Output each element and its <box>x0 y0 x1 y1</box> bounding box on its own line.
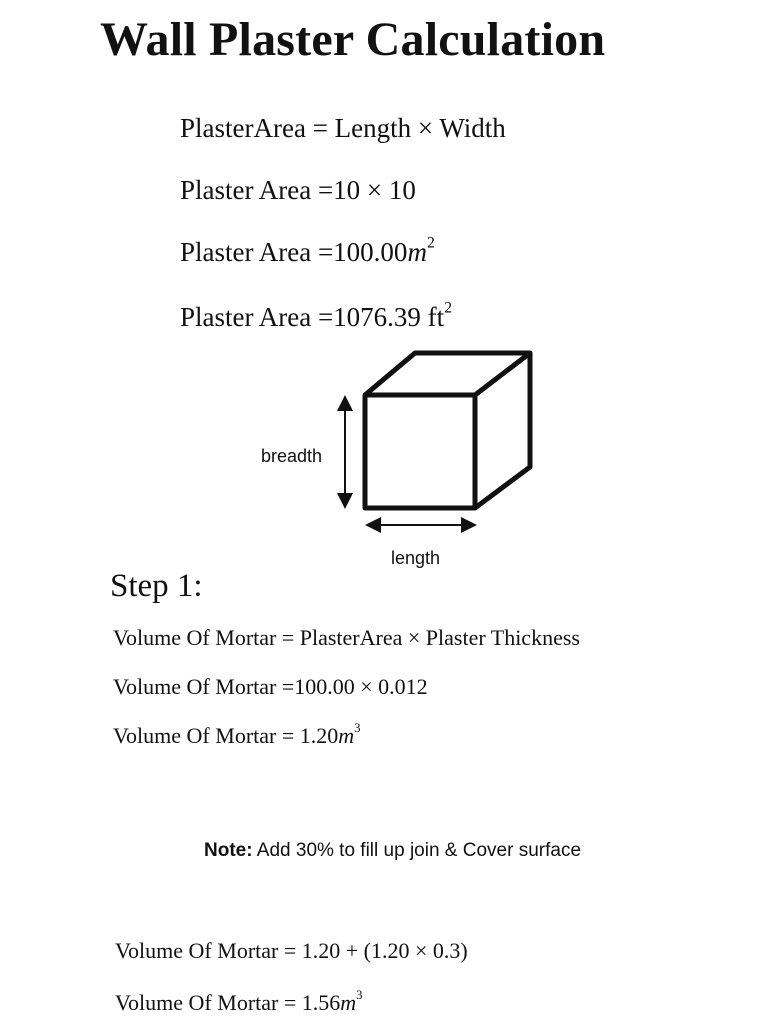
cube-top-face <box>365 353 530 395</box>
unit-exponent: 2 <box>444 299 453 317</box>
mortar-volume-value: Volume Of Mortar = 1.20 <box>113 723 339 748</box>
plaster-area-ft2-value: Plaster Area =1076.39 ft <box>180 302 445 332</box>
page-title: Wall Plaster Calculation <box>100 13 606 66</box>
adjusted-volume-result <box>115 990 363 1016</box>
breadth-label: breadth <box>261 446 323 466</box>
plaster-area-substitution: Plaster Area =10 × 10 <box>180 175 416 205</box>
plaster-area-formula: PlasterArea = Length × Width <box>180 113 506 143</box>
wall-diagram <box>250 345 550 575</box>
plaster-area-m2-value: Plaster Area =100.00 <box>180 237 408 267</box>
unit-m: m <box>340 990 357 1015</box>
mortar-volume-substitution: Volume Of Mortar =100.00 × 0.012 <box>113 674 428 699</box>
unit-m: m <box>338 723 355 748</box>
unit-exponent: 3 <box>354 721 361 736</box>
adjusted-volume-value: Volume Of Mortar = 1.56 <box>115 990 341 1015</box>
unit-exponent: 3 <box>356 988 363 1003</box>
length-label: length <box>391 548 441 568</box>
note-label: Note: <box>204 840 253 861</box>
unit-exponent: 2 <box>426 234 435 252</box>
step-heading: Step 1: <box>110 568 203 604</box>
mortar-volume-formula: Volume Of Mortar = PlasterArea × Plaster Thickness <box>113 625 580 650</box>
mortar-volume-result <box>113 723 361 749</box>
unit-m: m <box>407 237 427 267</box>
plaster-area-m2 <box>180 234 435 268</box>
cube-front-face <box>365 395 475 508</box>
note <box>204 840 581 862</box>
plaster-area-ft2 <box>180 299 453 333</box>
adjusted-volume-formula: Volume Of Mortar = 1.20 + (1.20 × 0.3) <box>115 938 468 963</box>
note-text: Add 30% to fill up join & Cover surface <box>252 840 582 861</box>
